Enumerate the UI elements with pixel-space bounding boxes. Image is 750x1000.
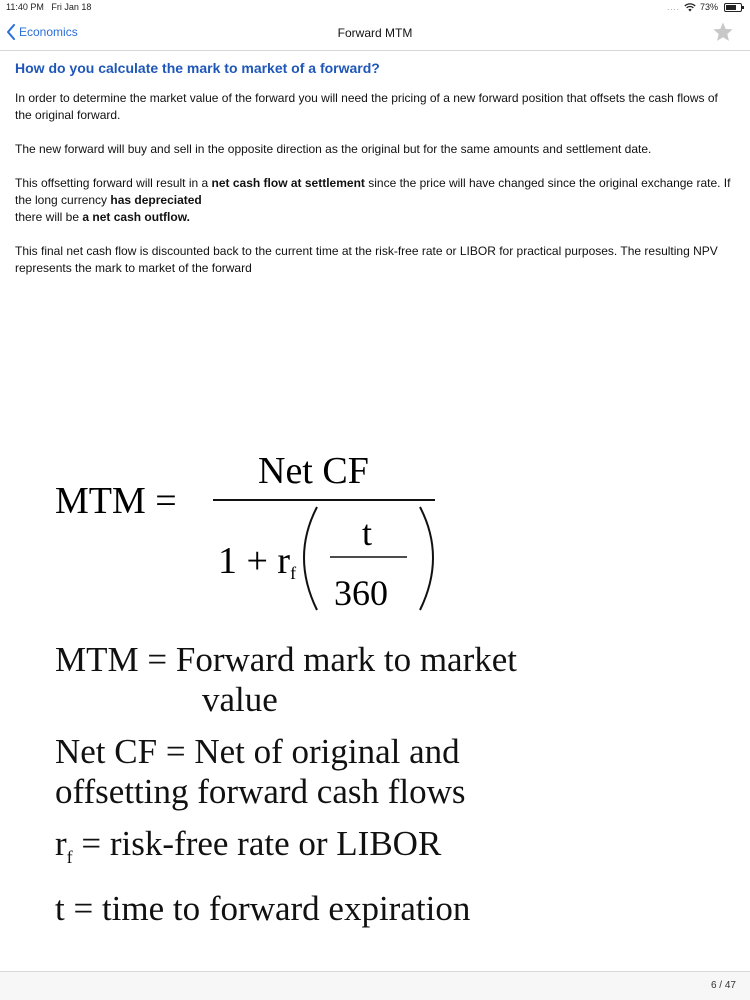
signal-dots: .... bbox=[667, 2, 680, 12]
mtm-formula bbox=[55, 445, 655, 625]
formula-360: 360 bbox=[334, 573, 388, 613]
paragraph-3-text-3: there will be bbox=[15, 210, 83, 224]
battery-fill bbox=[726, 5, 736, 10]
definition-mtm-line-2: value bbox=[202, 680, 278, 719]
page-indicator: 6 / 47 bbox=[710, 980, 736, 991]
question-heading: How do you calculate the mark to market of a forward? bbox=[15, 60, 380, 76]
back-button-label: Economics bbox=[19, 25, 78, 39]
bold-net-cash-flow: net cash flow at settlement bbox=[211, 176, 365, 190]
right-paren bbox=[420, 507, 433, 610]
definition-mtm bbox=[55, 640, 675, 720]
definition-net-cf-line-2: offsetting forward cash flows bbox=[55, 772, 466, 811]
definition-mtm-line-1: MTM = Forward mark to market bbox=[55, 640, 518, 679]
bottom-toolbar bbox=[0, 971, 750, 1000]
paragraph-3 bbox=[15, 175, 737, 226]
paragraph-4: This final net cash flow is discounted back to the current time at the risk-free rate or LIBOR for practical purposes. The resulting NPV represents the mark to market of the forward bbox=[15, 244, 718, 275]
paragraph-2: The new forward will buy and sell in the opposite direction as the original but for the same amounts and settlement date. bbox=[15, 142, 652, 156]
paragraph-3-text-1: This offsetting forward will result in a bbox=[15, 176, 212, 190]
formula-one-plus-r-text: 1 + r bbox=[218, 540, 291, 582]
formula-definitions bbox=[55, 640, 675, 941]
navigation-bar bbox=[0, 16, 750, 51]
status-time bbox=[6, 2, 91, 12]
star-icon[interactable] bbox=[712, 21, 734, 43]
definition-t bbox=[55, 889, 675, 929]
status-time-value: 11:40 PM bbox=[6, 2, 44, 12]
page-title: Forward MTM bbox=[337, 26, 413, 40]
definition-net-cf-line-1: Net CF = Net of original and bbox=[55, 732, 460, 771]
status-date-value: Fri Jan 18 bbox=[51, 2, 92, 12]
paragraph-1: In order to determine the market value of the forward you will need the pricing of a new forward position that offsets the cash flows of the original forward. bbox=[15, 91, 718, 122]
status-bar bbox=[0, 0, 750, 16]
definition-rf-text: = risk-free rate or LIBOR bbox=[72, 824, 442, 863]
wifi-icon bbox=[684, 3, 696, 12]
formula-numerator: Net CF bbox=[258, 450, 369, 492]
left-paren bbox=[304, 507, 317, 610]
card-content bbox=[15, 56, 737, 294]
definition-rf-subscript: f bbox=[66, 847, 73, 867]
formula-lhs: MTM = bbox=[55, 480, 177, 522]
definition-t-text: t = time to forward expiration bbox=[55, 889, 471, 928]
battery-percent: 73% bbox=[699, 2, 718, 12]
battery-icon bbox=[724, 3, 742, 12]
paragraph-3-text-2: since the price will have changed since the original exchange rate. If the long currency bbox=[15, 176, 731, 207]
formula-subscript-f: f bbox=[290, 563, 297, 583]
status-indicators bbox=[667, 2, 742, 12]
bold-net-cash-outflow: a net cash outflow. bbox=[82, 210, 190, 224]
formula-t: t bbox=[362, 513, 373, 553]
definition-net-cf bbox=[55, 732, 675, 812]
definition-rf bbox=[55, 824, 675, 877]
definition-rf-symbol: r bbox=[55, 824, 67, 863]
formula-one-plus-r bbox=[218, 540, 296, 583]
bold-has-depreciated: has depreciated bbox=[110, 193, 202, 207]
